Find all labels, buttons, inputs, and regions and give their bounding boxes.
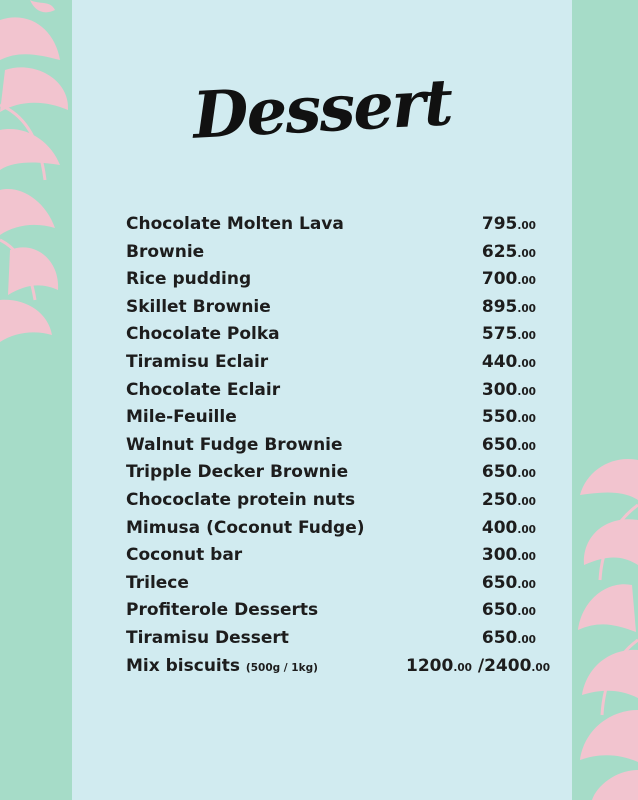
- item-price: 1200.00 /2400.00: [406, 655, 551, 676]
- menu-item: [126, 432, 536, 460]
- menu-item: [126, 239, 536, 267]
- menu-item: [126, 266, 536, 294]
- item-price: 575.00: [481, 324, 536, 345]
- menu-item: [126, 294, 536, 322]
- item-name: Chocolate Polka: [126, 324, 280, 345]
- item-name: Coconut bar: [126, 545, 243, 566]
- item-price: 795.00: [481, 214, 536, 234]
- menu-item: [126, 349, 536, 377]
- menu-item: [126, 597, 536, 625]
- item-price: 400.00: [481, 517, 536, 538]
- item-price: 440.00: [481, 351, 536, 372]
- floral-decoration-right: [572, 0, 638, 800]
- item-price: 625.00: [481, 241, 536, 262]
- item-name: Mimusa (Coconut Fudge): [126, 517, 365, 538]
- item-name: Chocolate Molten Lava: [126, 214, 344, 234]
- item-name: Brownie: [126, 241, 205, 262]
- menu-item: [126, 211, 536, 239]
- floral-decoration-left: [0, 0, 72, 800]
- item-name: Trilece: [126, 572, 189, 593]
- item-name: Mile-Feuille: [126, 407, 237, 428]
- item-name: Chocolate Eclair: [126, 379, 281, 400]
- menu-item: [126, 625, 536, 653]
- item-name: Chococlate protein nuts: [126, 489, 356, 510]
- dessert-list: [126, 211, 551, 680]
- item-name: Tripple Decker Brownie: [126, 462, 349, 483]
- menu-item: [126, 459, 536, 487]
- item-price: 650.00: [481, 600, 536, 621]
- menu-item: [126, 515, 536, 543]
- item-price: 650.00: [481, 434, 536, 455]
- item-price: 650.00: [481, 462, 536, 483]
- item-name: Profiterole Desserts: [126, 600, 319, 621]
- menu-title: Dessert: [191, 65, 453, 154]
- item-name: Walnut Fudge Brownie: [126, 434, 343, 455]
- item-price: 250.00: [481, 489, 536, 510]
- menu-item: [126, 542, 536, 570]
- item-price: 895.00: [481, 296, 536, 317]
- menu-item: [126, 321, 536, 349]
- menu-item-mix-biscuits: [126, 653, 551, 681]
- item-price: 300.00: [481, 545, 536, 566]
- item-price: 700.00: [481, 269, 536, 290]
- item-price: 550.00: [481, 407, 536, 428]
- item-name: Rice pudding: [126, 269, 252, 290]
- item-name: Tiramisu Eclair: [126, 351, 269, 372]
- menu-item: [126, 487, 536, 515]
- item-name: Skillet Brownie: [126, 296, 271, 317]
- item-price: 300.00: [481, 379, 536, 400]
- menu-item: [126, 404, 536, 432]
- menu-item: [126, 377, 536, 405]
- item-name: Mix biscuits (500g / 1kg): [126, 655, 318, 676]
- menu-item: [126, 570, 536, 598]
- menu-panel: [72, 0, 572, 800]
- item-name: Tiramisu Dessert: [126, 627, 289, 648]
- item-price: 650.00: [481, 572, 536, 593]
- item-price: 650.00: [481, 627, 536, 648]
- item-size-note: (500g / 1kg): [245, 661, 318, 674]
